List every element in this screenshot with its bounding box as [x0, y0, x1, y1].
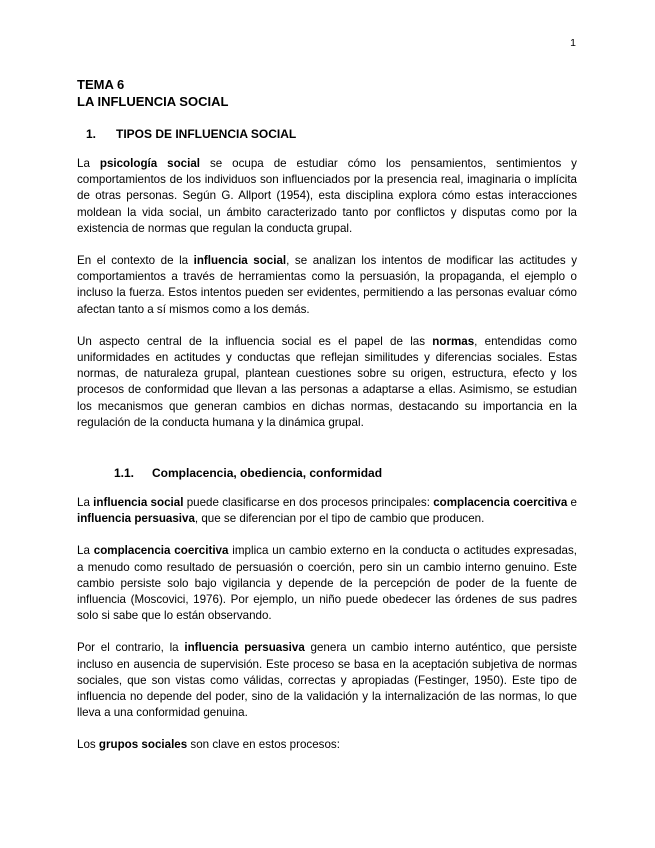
paragraph-3: Un aspecto central de la influencia social es el papel de las normas, entendidas como uniformidades en actitudes y conductas que reflejan similitudes y diferencias sociales. Estas normas, de naturaleza grupal, plantean cuestiones sobre su origen, estructura, efecto y los procesos de conformidad que llevan a las personas a adaptarse a ellas. Asimismo, se estudian los mecanismos que generan cambios en dichas normas, destacando su importancia en la regulación de la conducta humana y la dinámica grupal. [77, 334, 577, 429]
page-number: 1 [570, 37, 576, 49]
section-heading-1 [77, 126, 577, 142]
bold-term: psicología social [99, 157, 201, 170]
chapter-title: LA INFLUENCIA SOCIAL [77, 94, 229, 109]
subsection-title: Complacencia, obediencia, conformidad [152, 466, 383, 481]
bold-term: normas [432, 334, 475, 348]
paragraph-4: La influencia social puede clasificarse en dos procesos principales: complacencia coercitiva e influencia persuasiva, que se diferencian por el tipo de cambio que producen. [77, 496, 577, 526]
subsection-number: 1.1. [114, 466, 135, 481]
bold-term: influencia social [93, 496, 184, 510]
paragraph-7: Los grupos sociales son clave en estos procesos: [77, 738, 340, 752]
paragraph-1: La psicología social se ocupa de estudiar cómo los pensamientos, sentimientos y comportamientos de los individuos son influenciados por la presencia real, imaginaria o implícita de otras personas. Según G. Allport (1954), esta disciplina explora cómo estas interacciones moldean la vida social, un ámbito caracterizado tanto por conflictos y disputas como por la existencia de normas que regulan la conducta grupal. [77, 157, 577, 235]
chapter-label: TEMA 6 [77, 77, 125, 92]
paragraph-2: En el contexto de la influencia social, se analizan los intentos de modificar las actitudes y comportamientos a través de herramientas como la persuasión, la propaganda, el ejemplo o incluso la fuerza. Estos intentos pueden ser evidentes, permitiendo a las personas evaluar cómo afectan tanto a sí mismos como a los demás. [77, 254, 577, 316]
bold-term: complacencia coercitiva [93, 544, 229, 558]
section-number: 1. [86, 127, 97, 141]
bold-term: complacencia coercitiva [433, 496, 568, 510]
section-title: TIPOS DE INFLUENCIA SOCIAL [116, 127, 297, 141]
bold-term: influencia persuasiva [77, 512, 195, 526]
subsection-heading-1-1 [77, 465, 577, 481]
paragraph-6: Por el contrario, la influencia persuasiva genera un cambio interno auténtico, que persiste incluso en ausencia de supervisión. Este proceso se basa en la aceptación subjetiva de normas sociales, que son vistas como válidas, correctas y apropiadas (Festinger, 1950). Este tipo de influencia no depende del poder, sino de la validación y la internalización de las normas, lo que lleva a una conformidad genuina. [77, 641, 577, 720]
bold-term: influencia persuasiva [184, 641, 305, 655]
bold-term: grupos sociales [98, 738, 188, 752]
paragraph-5: La complacencia coercitiva implica un cambio externo en la conducta o actitudes expresadas, a menudo como resultado de persuasión o coerción, pero sin un cambio interno genuino. Este cambio persiste solo bajo vigilancia y depende de la percepción de poder de la fuente de influencia (Moscovici, 1976). Por ejemplo, un niño puede obedecer las órdenes de sus padres solo si sabe que lo están observando. [77, 544, 578, 623]
bold-term: influencia social [193, 254, 287, 268]
document-body [77, 76, 577, 770]
